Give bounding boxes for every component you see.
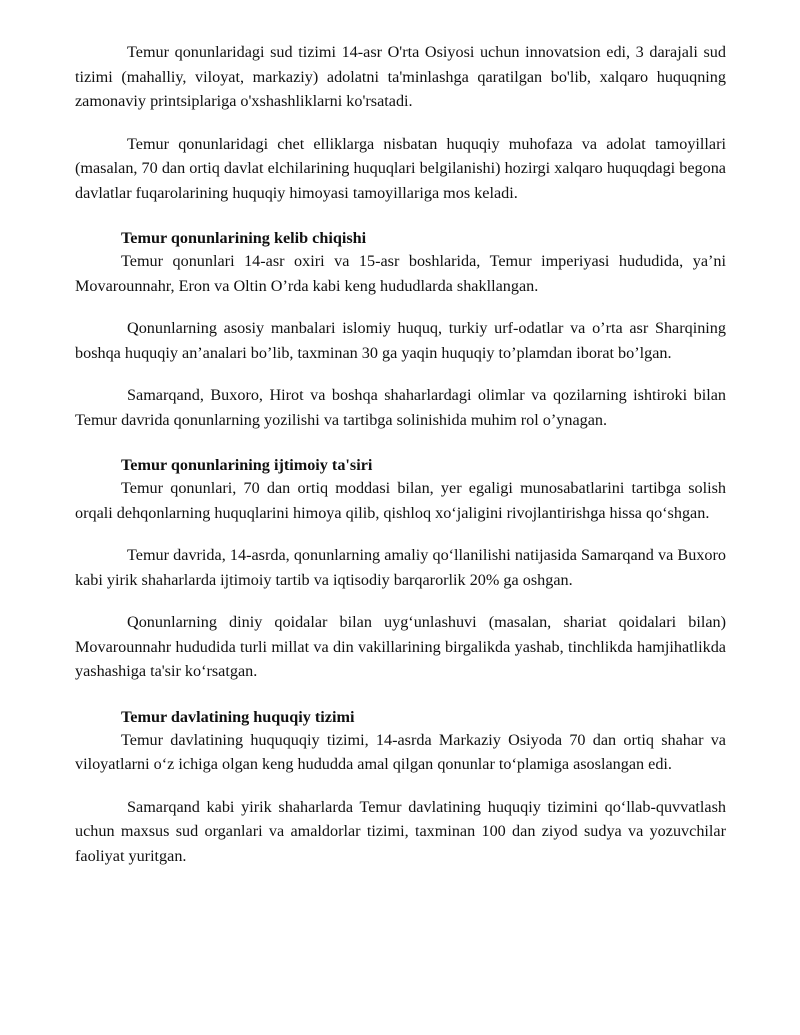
paragraph-legal-2: Samarqand kabi yirik shaharlarda Temur davlatining huquqiy tizimini qo‘llab-quvvatlash uchun maxsus sud organlari va amaldorlar tizimi, taxminan 100 dan ziyod sudya va yozuvchilar faoliyat yuritgan. <box>75 797 726 865</box>
paragraph-legal-1: Temur davlatining huququqiy tizimi, 14-asrda Markaziy Osiyoda 70 dan ortiq shahar va viloyatlarni o‘z ichiga olgan keng hududda amal qilgan qonunlar to‘plamiga asoslangan edi. <box>75 730 726 773</box>
paragraph-court-system: Temur qonunlaridagi sud tizimi 14-asr O'rta Osiyosi uchun innovatsion edi, 3 darajali sud tizimi (mahalliy, viloyat, markaziy) adolatni ta'minlashga qaratilgan bo'lib, xalqaro huquqning zamonaviy printsiplariga o'xshashliklarni ko'rsatadi. <box>75 43 726 110</box>
paragraph-social-3: Qonunlarning diniy qoidalar bilan uyg‘unlashuvi (masalan, shariat qoidalari bilan) Movarounnahr hududida turli millat va din vakillarining birgalikda yashab, tinchlikda hamjihatlikda yashashiga ta'sir ko‘rsatgan. <box>75 613 726 680</box>
paragraph-social-2: Temur davrida, 14-asrda, qonunlarning amaliy qo‘llanilishi natijasida Samarqand va Buxoro kabi yirik shaharlarda ijtimoiy tartib va iqtisodiy barqarorlik 20% ga oshgan. <box>75 546 726 589</box>
document-page <box>75 40 726 868</box>
paragraph-foreigners-protection: Temur qonunlaridagi chet elliklarga nisbatan huquqiy muhofaza va adolat tamoyillari (masalan, 70 dan ortiq davlat elchilarining huquqlari belgilanishi) hozirgi xalqaro huquqdagi begona davlatlar fuqarolarining huquqiy himoyasi tamoyillariga mos keladi. <box>75 134 726 202</box>
section-heading-social-impact: Temur qonunlarining ijtimoiy ta'siri <box>121 456 373 474</box>
paragraph-origin-1: Temur qonunlari 14-asr oxiri va 15-asr boshlarida, Temur imperiyasi hududida, ya’ni Movarounnahr, Eron va Oltin O’rda kabi keng hududlarda shakllangan. <box>75 252 726 295</box>
paragraph-origin-3: Samarqand, Buxoro, Hirot va boshqa shaharlardagi olimlar va qozilarning ishtiroki bilan Temur davrida qonunlarning yozilishi va tartibga solinishida muhim rol o’ynagan. <box>75 386 726 429</box>
section-heading-origin: Temur qonunlarining kelib chiqishi <box>121 229 367 247</box>
section-heading-legal-system: Temur davlatining huquqiy tizimi <box>121 707 355 726</box>
paragraph-social-1: Temur qonunlari, 70 dan ortiq moddasi bilan, yer egaligi munosabatlarini tartibga solish orqali dehqonlarning huquqlarini himoya qilib, qishloq xo‘jaligini rivojlantirishga hissa qo‘shgan. <box>75 479 726 522</box>
paragraph-origin-2: Qonunlarning asosiy manbalari islomiy huquq, turkiy urf-odatlar va o’rta asr Sharqining boshqa huquqiy an’analari bo’lib, taxminan 30 ga yaqin huquqiy to’plamdan iborat bo’lgan. <box>75 319 726 362</box>
